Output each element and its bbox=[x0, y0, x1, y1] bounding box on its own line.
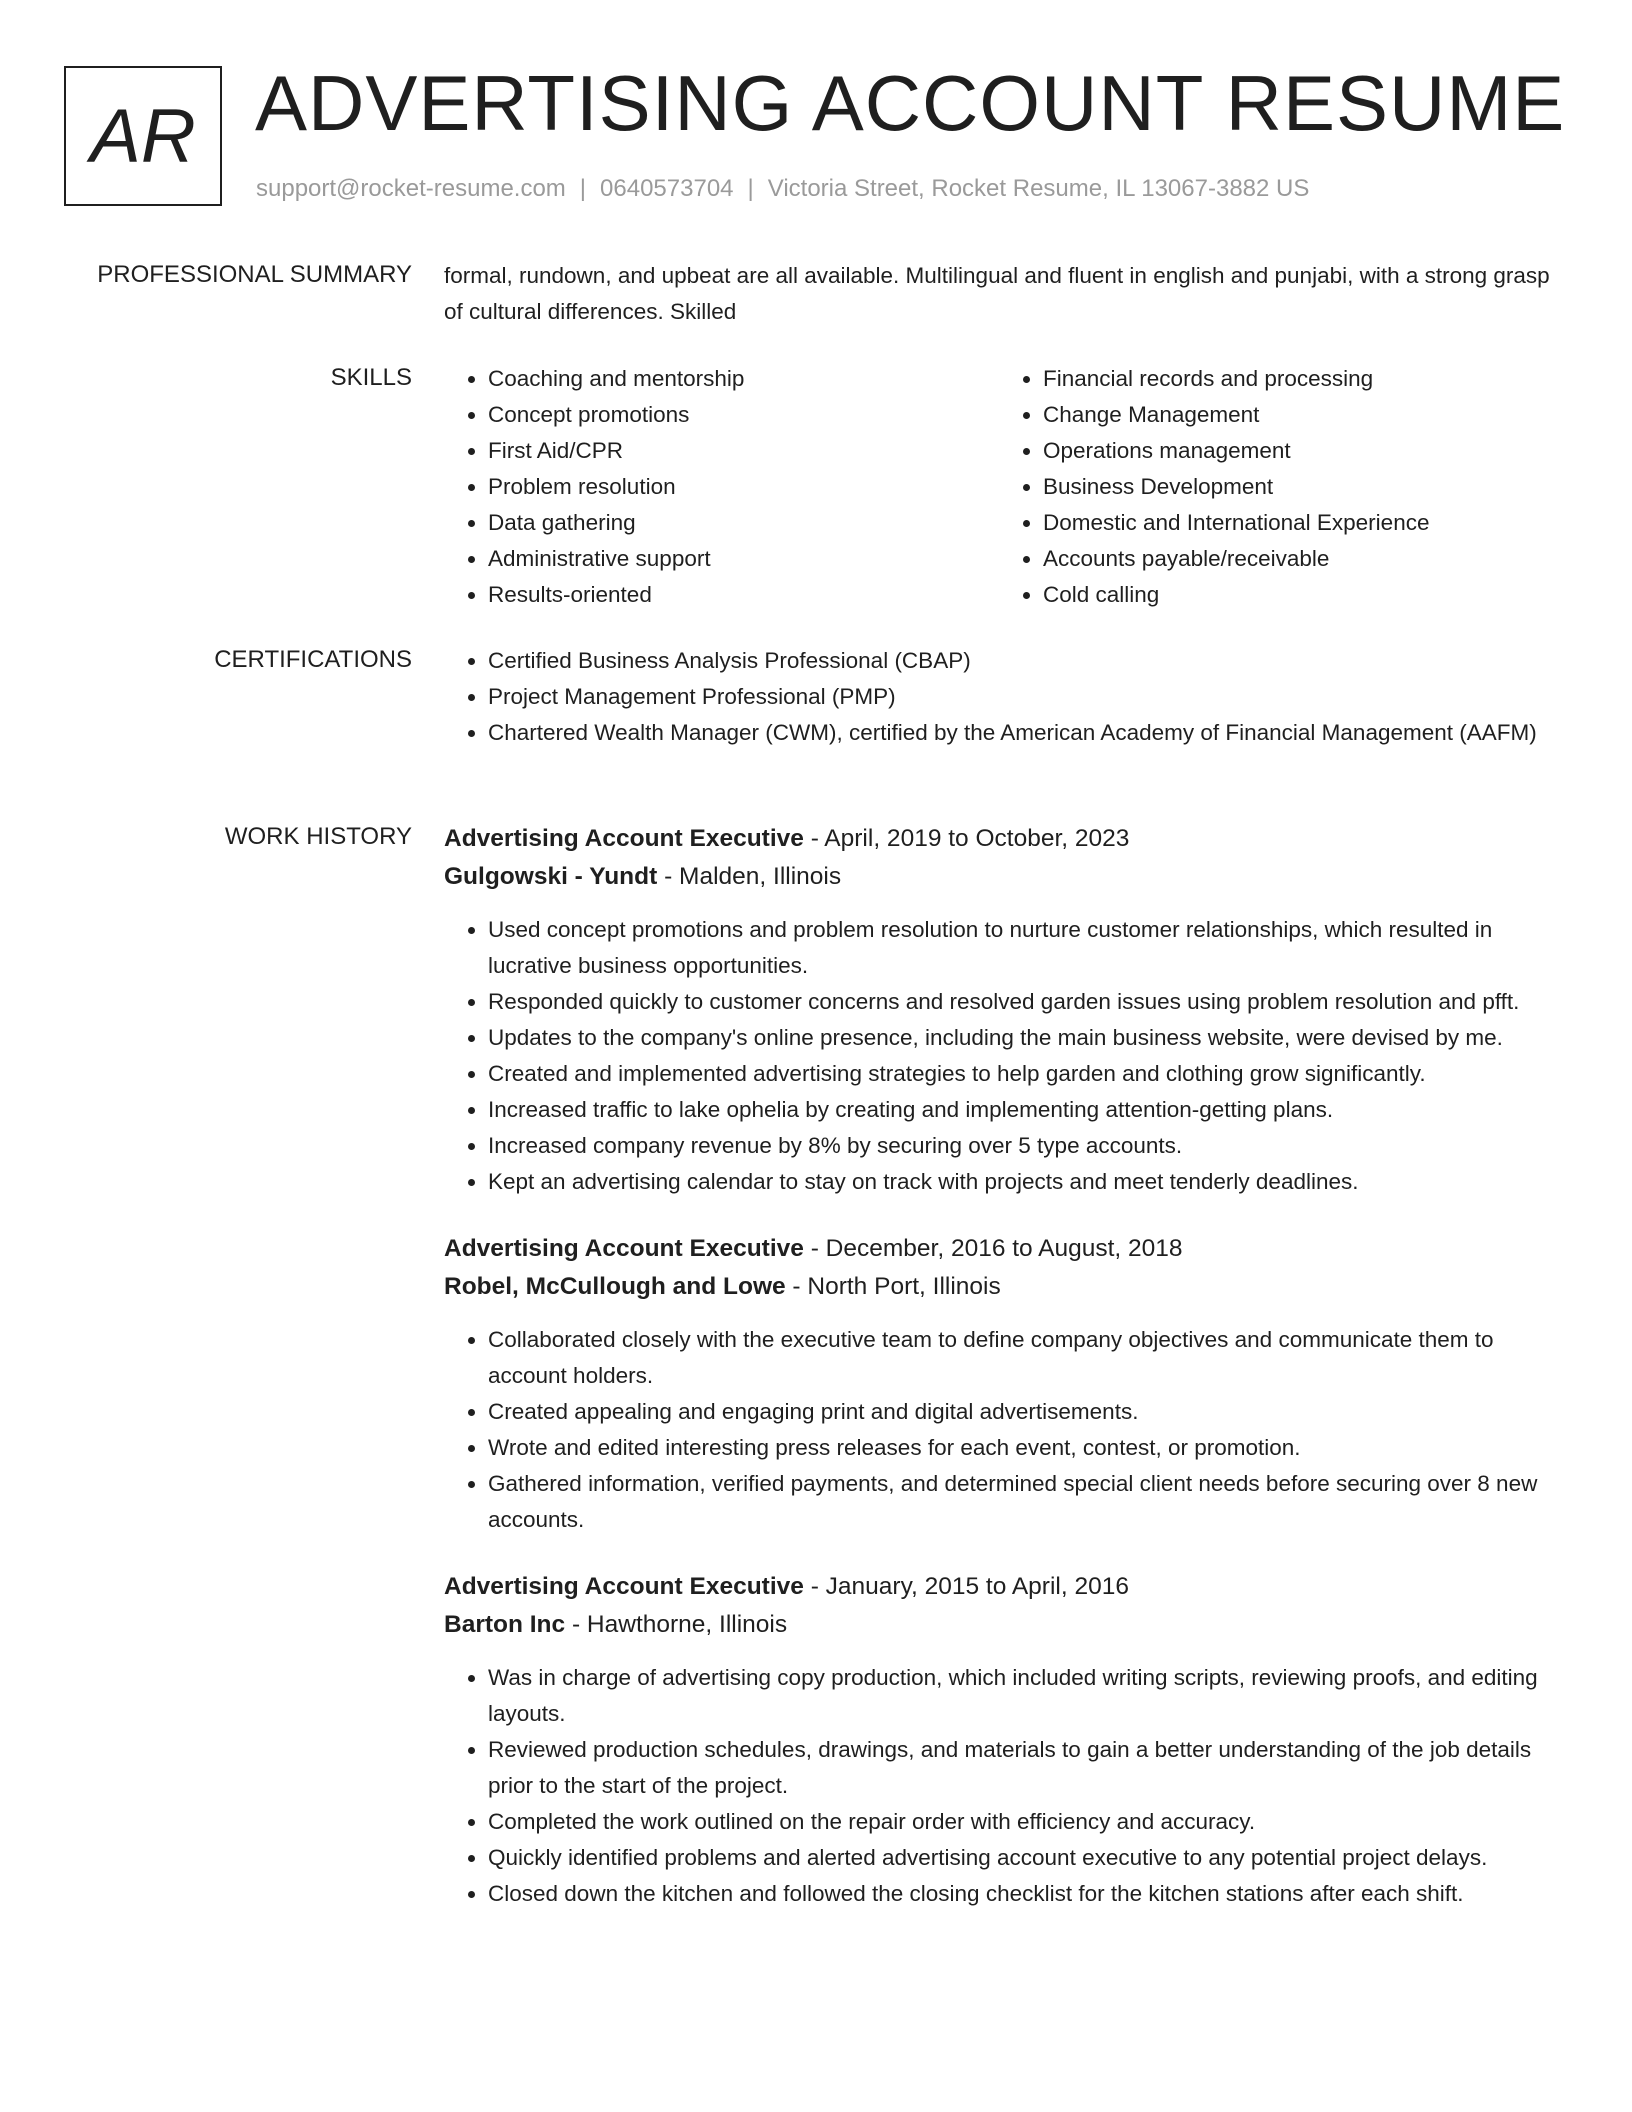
section-title-skills: SKILLS bbox=[330, 364, 412, 391]
job-bullets bbox=[444, 1322, 1554, 1538]
job-company: Barton Inc bbox=[444, 1611, 566, 1638]
skills-left-list bbox=[444, 361, 999, 613]
contact-separator: | bbox=[579, 175, 587, 202]
summary-text: formal, rundown, and upbeat are all available. Multilingual and fluent in english and punjabi, with a strong grasp of cultural differences. Skilled bbox=[444, 263, 1550, 324]
skill-item: • Results-oriented bbox=[488, 577, 999, 613]
job-bullet: • Created appealing and engaging print and digital advertisements. bbox=[488, 1394, 1554, 1430]
job-role: Advertising Account Executive bbox=[444, 1235, 804, 1262]
job-bullet: • Updates to the company's online presence, including the main business website, were devised by me. bbox=[488, 1020, 1554, 1056]
job-location: - North Port, Illinois bbox=[785, 1273, 1001, 1300]
skill-item: • Problem resolution bbox=[488, 469, 999, 505]
skill-item: • Administrative support bbox=[488, 541, 999, 577]
job-entry bbox=[444, 1230, 1554, 1538]
job-company: Robel, McCullough and Lowe bbox=[444, 1273, 786, 1300]
skills-right-list bbox=[999, 361, 1554, 613]
job-entry bbox=[444, 820, 1554, 1200]
contact-phone: 0640573704 bbox=[600, 175, 734, 202]
skill-item: • Coaching and mentorship bbox=[488, 361, 999, 397]
job-bullet: • Completed the work outlined on the repair order with efficiency and accuracy. bbox=[488, 1804, 1554, 1840]
skill-item: • Change Management bbox=[1043, 397, 1554, 433]
job-role: Advertising Account Executive bbox=[444, 1573, 804, 1600]
contact-separator: | bbox=[747, 175, 754, 202]
job-bullet: • Increased company revenue by 8% by securing over 5 type accounts. bbox=[488, 1128, 1554, 1164]
job-dates: - December, 2016 to August, 2018 bbox=[803, 1235, 1183, 1262]
job-bullet: • Quickly identified problems and alerted advertising account executive to any potential project delays. bbox=[488, 1840, 1554, 1876]
section-title-work-history: WORK HISTORY bbox=[224, 823, 412, 850]
skill-item: • Concept promotions bbox=[488, 397, 999, 433]
job-entry bbox=[444, 1568, 1554, 1912]
job-bullet: • Closed down the kitchen and followed the closing checklist for the kitchen stations after each shift. bbox=[488, 1876, 1554, 1912]
certifications-body bbox=[444, 643, 1554, 751]
job-company-line bbox=[444, 858, 1554, 896]
job-bullet: • Reviewed production schedules, drawings, and materials to gain a better understanding of the job details prior to the start of the project. bbox=[488, 1732, 1554, 1804]
contact-address: Victoria Street, Rocket Resume, IL 13067-3882 US bbox=[767, 175, 1310, 202]
skill-item: • Data gathering bbox=[488, 505, 999, 541]
job-role-line bbox=[444, 1230, 1554, 1268]
job-bullet: • Wrote and edited interesting press releases for each event, contest, or promotion. bbox=[488, 1430, 1554, 1466]
job-bullet: • Created and implemented advertising strategies to help garden and clothing grow significantly. bbox=[488, 1056, 1554, 1092]
job-location: - Hawthorne, Illinois bbox=[565, 1611, 788, 1638]
job-company-line bbox=[444, 1606, 1554, 1644]
job-bullet: • Increased traffic to lake ophelia by creating and implementing attention-getting plans. bbox=[488, 1092, 1554, 1128]
certification-item: • Project Management Professional (PMP) bbox=[488, 679, 1554, 715]
job-bullets bbox=[444, 912, 1554, 1200]
certifications-list bbox=[444, 643, 1554, 751]
job-location: - Malden, Illinois bbox=[657, 863, 842, 890]
contact-email: support@rocket-resume.com bbox=[256, 175, 566, 202]
skill-item: • Domestic and International Experience bbox=[1043, 505, 1554, 541]
job-role-line bbox=[444, 820, 1554, 858]
job-role-line bbox=[444, 1568, 1554, 1606]
section-title-certifications: CERTIFICATIONS bbox=[214, 646, 412, 673]
skills-body bbox=[444, 361, 1554, 613]
section-title-summary: PROFESSIONAL SUMMARY bbox=[97, 261, 412, 288]
job-company: Gulgowski - Yundt bbox=[444, 863, 658, 890]
job-company-line bbox=[444, 1268, 1554, 1306]
job-bullet: • Used concept promotions and problem resolution to nurture customer relationships, which resulted in lucrative business opportunities. bbox=[488, 912, 1554, 984]
skill-item: • Cold calling bbox=[1043, 577, 1554, 613]
skill-item: • Financial records and processing bbox=[1043, 361, 1554, 397]
job-dates: - January, 2015 to April, 2016 bbox=[803, 1573, 1129, 1600]
certification-item: • Chartered Wealth Manager (CWM), certified by the American Academy of Financial Management (AAFM) bbox=[488, 715, 1554, 751]
certification-item: • Certified Business Analysis Professional (CBAP) bbox=[488, 643, 1554, 679]
skill-item: • Business Development bbox=[1043, 469, 1554, 505]
job-bullet: • Kept an advertising calendar to stay on track with projects and meet tenderly deadlines. bbox=[488, 1164, 1554, 1200]
resume-title: ADVERTISING ACCOUNT RESUME bbox=[255, 59, 1566, 147]
job-bullets bbox=[444, 1660, 1554, 1912]
job-bullet: • Gathered information, verified payments, and determined special client needs before securing over 8 new accounts. bbox=[488, 1466, 1554, 1538]
contact-line bbox=[256, 174, 1309, 204]
work-history-body bbox=[444, 820, 1554, 1942]
skill-item: • Accounts payable/receivable bbox=[1043, 541, 1554, 577]
job-role: Advertising Account Executive bbox=[444, 825, 804, 852]
skill-item: • Operations management bbox=[1043, 433, 1554, 469]
job-dates: - April, 2019 to October, 2023 bbox=[803, 825, 1130, 852]
job-bullet: • Was in charge of advertising copy production, which included writing scripts, reviewing proofs, and editing layouts. bbox=[488, 1660, 1554, 1732]
job-bullet: • Collaborated closely with the executive team to define company objectives and communicate them to account holders. bbox=[488, 1322, 1554, 1394]
job-bullet: • Responded quickly to customer concerns and resolved garden issues using problem resolution and pfft. bbox=[488, 984, 1554, 1020]
monogram: AR bbox=[64, 66, 222, 206]
skill-item: • First Aid/CPR bbox=[488, 433, 999, 469]
